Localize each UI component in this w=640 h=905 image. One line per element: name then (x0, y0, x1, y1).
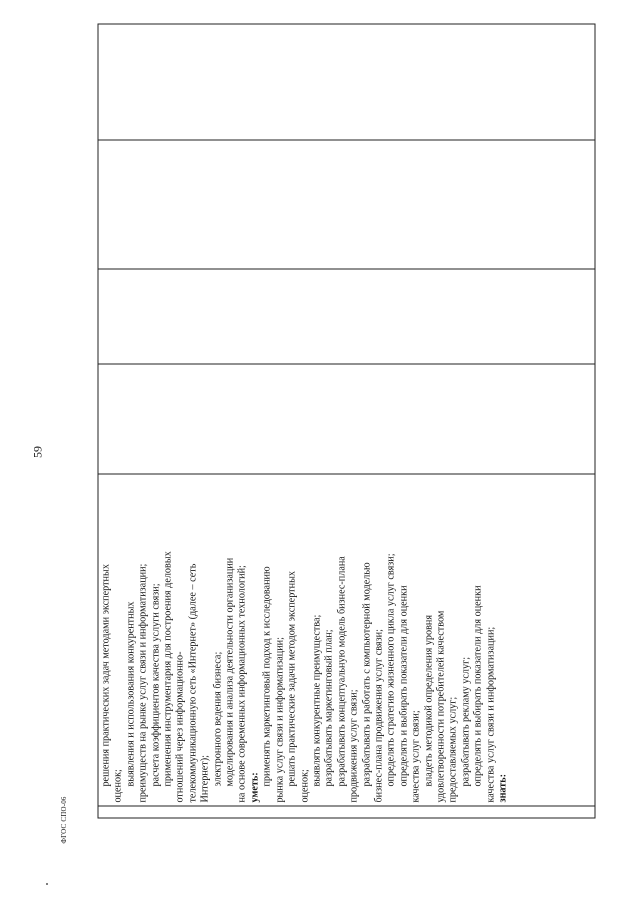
document-code-footer: ФГОС СПО-06 (60, 796, 68, 844)
text-line: решения практических задач методами экспертных (100, 564, 111, 787)
text-line: рынка услуг связи и информатизации; (273, 637, 285, 803)
text-line: электронного ведения бизнеса; (211, 651, 223, 787)
competency-table (97, 24, 595, 819)
text-line: выявлять конкурентные преимущества; (310, 614, 322, 787)
text-line: оценок; (112, 769, 124, 803)
table-column-6 (98, 25, 594, 140)
scan-speck (46, 883, 48, 885)
requirements-text (100, 477, 509, 802)
text-line: разрабатывать рекламу услуг; (459, 656, 471, 787)
text-line: разрабатывать концептуальную модель бизнес-плана (335, 556, 347, 787)
text-line: удовлетворенности потребителей качеством (434, 610, 446, 803)
table-column-5 (98, 139, 594, 269)
text-line: определять и выбирать показатели для оценки (472, 585, 484, 787)
section-heading: знать: (497, 773, 508, 803)
text-line: преимуществ на рынке услуг связи и информатизации; (137, 563, 149, 803)
text-line: выявления и использования конкурентных (124, 601, 136, 787)
table-column-index (98, 806, 594, 818)
section-heading: уметь: (248, 772, 260, 803)
text-line: продвижения услуг связи; (348, 689, 360, 803)
text-line: качества услуг связи и информатизации; (484, 626, 496, 803)
table-column-requirements (98, 473, 594, 805)
text-line: расчета коэффициентов качества услуги связи; (149, 583, 161, 787)
text-line: качества услуг связи; (410, 710, 422, 803)
text-line: разрабатывать и работать с компьютерной моделью (360, 562, 372, 787)
text-line: Интернет); (199, 755, 211, 803)
text-line: предоставляемых услуг; (447, 696, 459, 803)
text-line: определять стратегию жизненного цикла услуг связи; (385, 553, 397, 787)
text-line: определять и выбирать показатели для оценки (397, 585, 409, 787)
text-line: владеть методикой определения уровня (422, 614, 434, 787)
text-line: оценок; (298, 769, 310, 803)
page-number: 59 (30, 446, 45, 458)
text-line: отношений через информационно- (174, 651, 186, 803)
text-line: решать практические задачи методом экспертных (286, 570, 298, 787)
text-line: применять маркетинговый подход к исследованию (261, 566, 273, 787)
table-column-4 (98, 269, 594, 364)
text-line: на основе современных информационных технологий; (236, 565, 248, 803)
text-line: бизнес-плана продвижения услуг связи; (372, 629, 384, 803)
text-line: разрабатывать маркетинговый план; (323, 629, 335, 787)
text-line: моделирования и анализа деятельности организации (224, 557, 236, 787)
table-column-3 (98, 364, 594, 474)
text-line: применения инструментария для построения деловых (162, 551, 174, 787)
text-line: телекоммуникационную сеть «Интернет» (далее – сеть (186, 563, 198, 803)
